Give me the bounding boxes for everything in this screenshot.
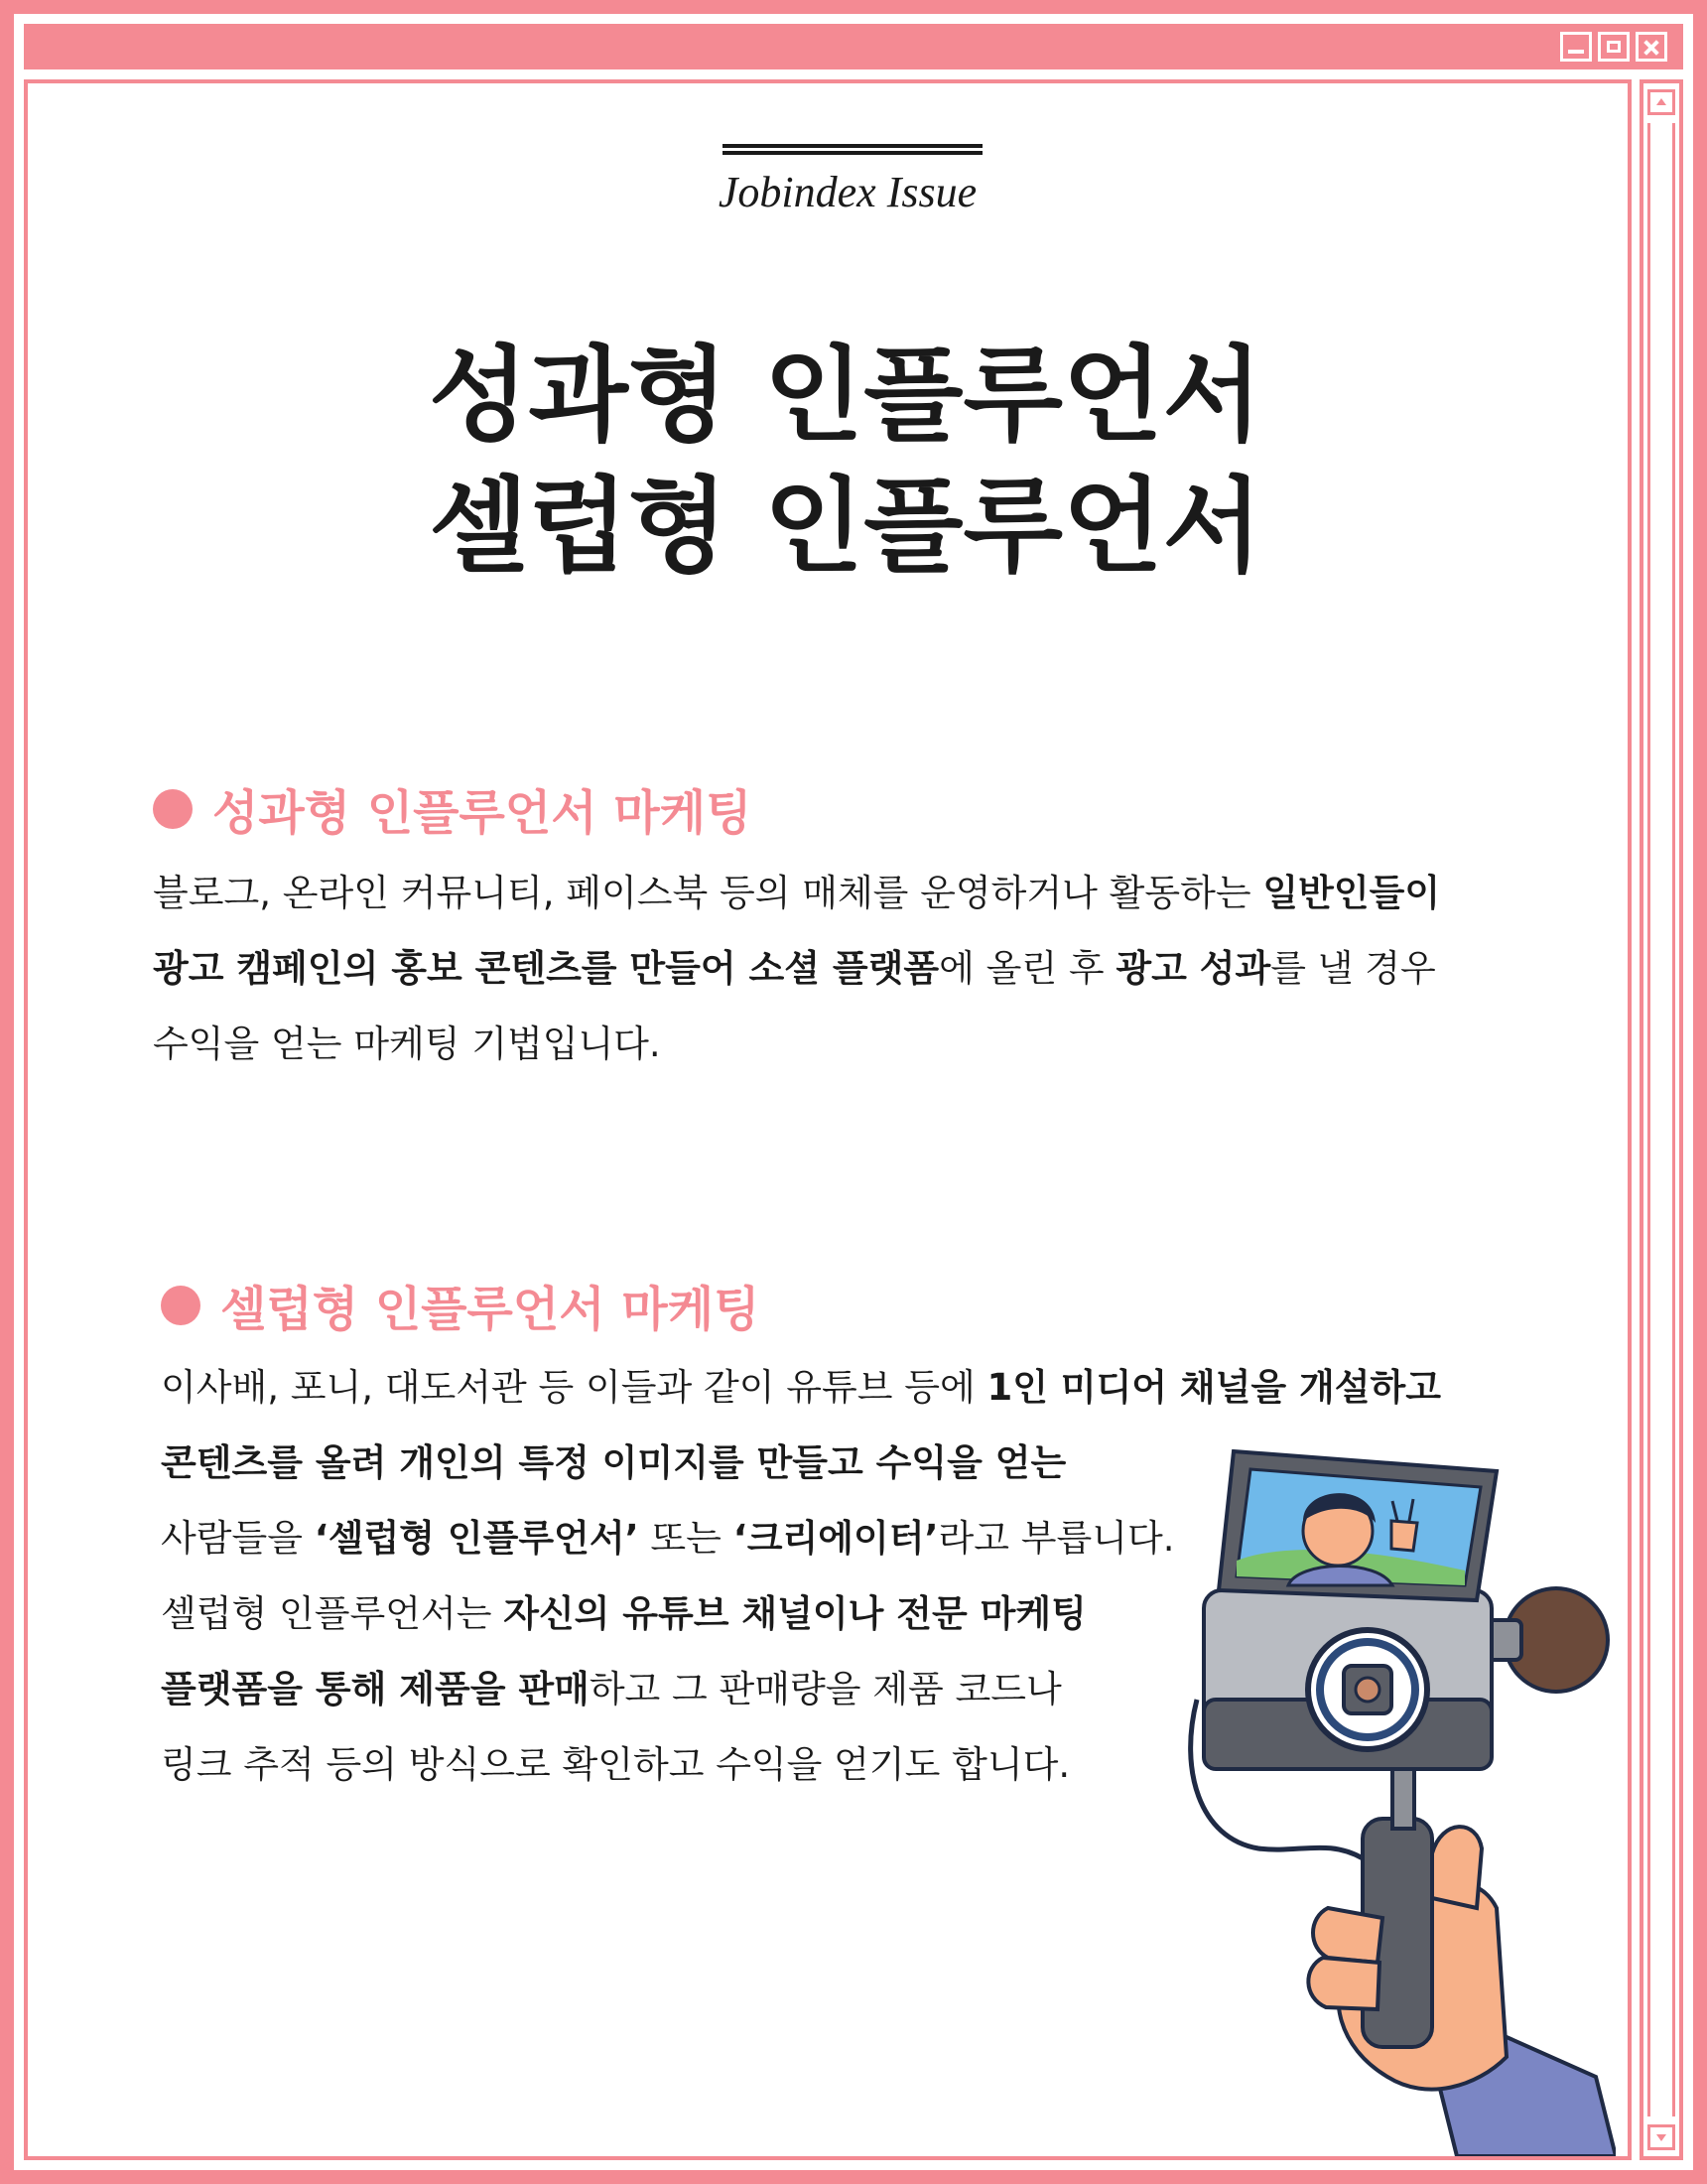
s2-bold: ‘크리에이터’ <box>732 1517 939 1560</box>
section-1-heading <box>153 774 751 843</box>
section-2-title: 셀럽형 인플루언서 마케팅 <box>220 1282 760 1337</box>
s2-bold: 콘텐츠를 올려 개인의 특정 이미지를 만들고 수익을 얻는 <box>161 1441 1067 1484</box>
scroll-track[interactable] <box>1647 123 1675 2116</box>
s2-bold: ‘셀럽형 인플루언서’ <box>314 1517 639 1560</box>
s2-text: 셀럽형 인플루언서는 <box>161 1592 504 1635</box>
header-rule-top <box>722 144 983 148</box>
s2-bold: 플랫폼을 통해 제품을 판매 <box>161 1668 590 1710</box>
scroll-down-icon[interactable] <box>1647 2124 1675 2150</box>
section-1-body <box>153 856 1440 1082</box>
section-2-heading <box>161 1271 759 1339</box>
s1-bold: 광고 캠페인의 홍보 콘텐츠를 만들어 소셜 플랫폼 <box>153 947 940 990</box>
s1-text: 블로그, 온라인 커뮤니티, 페이스북 등의 매체를 운영하거나 활동하는 <box>153 872 1263 914</box>
s2-text: 라고 부릅니다. <box>938 1517 1175 1560</box>
s2-text: 이사배, 포니, 대도서관 등 이들과 같이 유튜브 등에 <box>161 1366 987 1409</box>
title-line-2: 셀럽형 인플루언서 <box>429 466 1262 587</box>
s2-text: 링크 추적 등의 방식으로 확인하고 수익을 얻기도 합니다. <box>161 1743 1071 1786</box>
s2-text: 사람들을 <box>161 1517 315 1560</box>
minimize-icon[interactable] <box>1560 32 1592 62</box>
title-bar <box>24 24 1683 69</box>
s2-bold: 1인 미디어 채널을 개설하고 <box>986 1366 1442 1409</box>
s1-bold: 광고 성과 <box>1116 947 1271 990</box>
brand-kicker: Jobindex Issue <box>718 168 978 216</box>
header-rule-bottom <box>722 151 983 155</box>
s1-text: 에 올린 후 <box>939 947 1116 990</box>
s1-bold: 일반인들이 <box>1262 872 1441 914</box>
bullet-dot-icon <box>153 789 193 829</box>
s1-text: 수익을 얻는 마케팅 기법입니다. <box>153 1023 661 1065</box>
page-title <box>258 330 1433 592</box>
s1-text: 를 낼 경우 <box>1270 947 1436 990</box>
title-line-1: 성과형 인플루언서 <box>429 335 1262 456</box>
s2-bold: 자신의 유튜브 채널이나 전문 마케팅 <box>503 1592 1087 1635</box>
bullet-dot-icon <box>161 1286 200 1325</box>
s2-text: 하고 그 판매량을 제품 코드나 <box>589 1668 1062 1710</box>
s2-text: 또는 <box>638 1517 733 1560</box>
scrollbar[interactable] <box>1640 79 1683 2160</box>
close-icon[interactable] <box>1636 32 1667 62</box>
section-1-title: 성과형 인플루언서 마케팅 <box>212 785 752 841</box>
scroll-up-icon[interactable] <box>1647 89 1675 115</box>
vlog-camera-illustration <box>1179 1441 1616 2156</box>
maximize-icon[interactable] <box>1598 32 1630 62</box>
